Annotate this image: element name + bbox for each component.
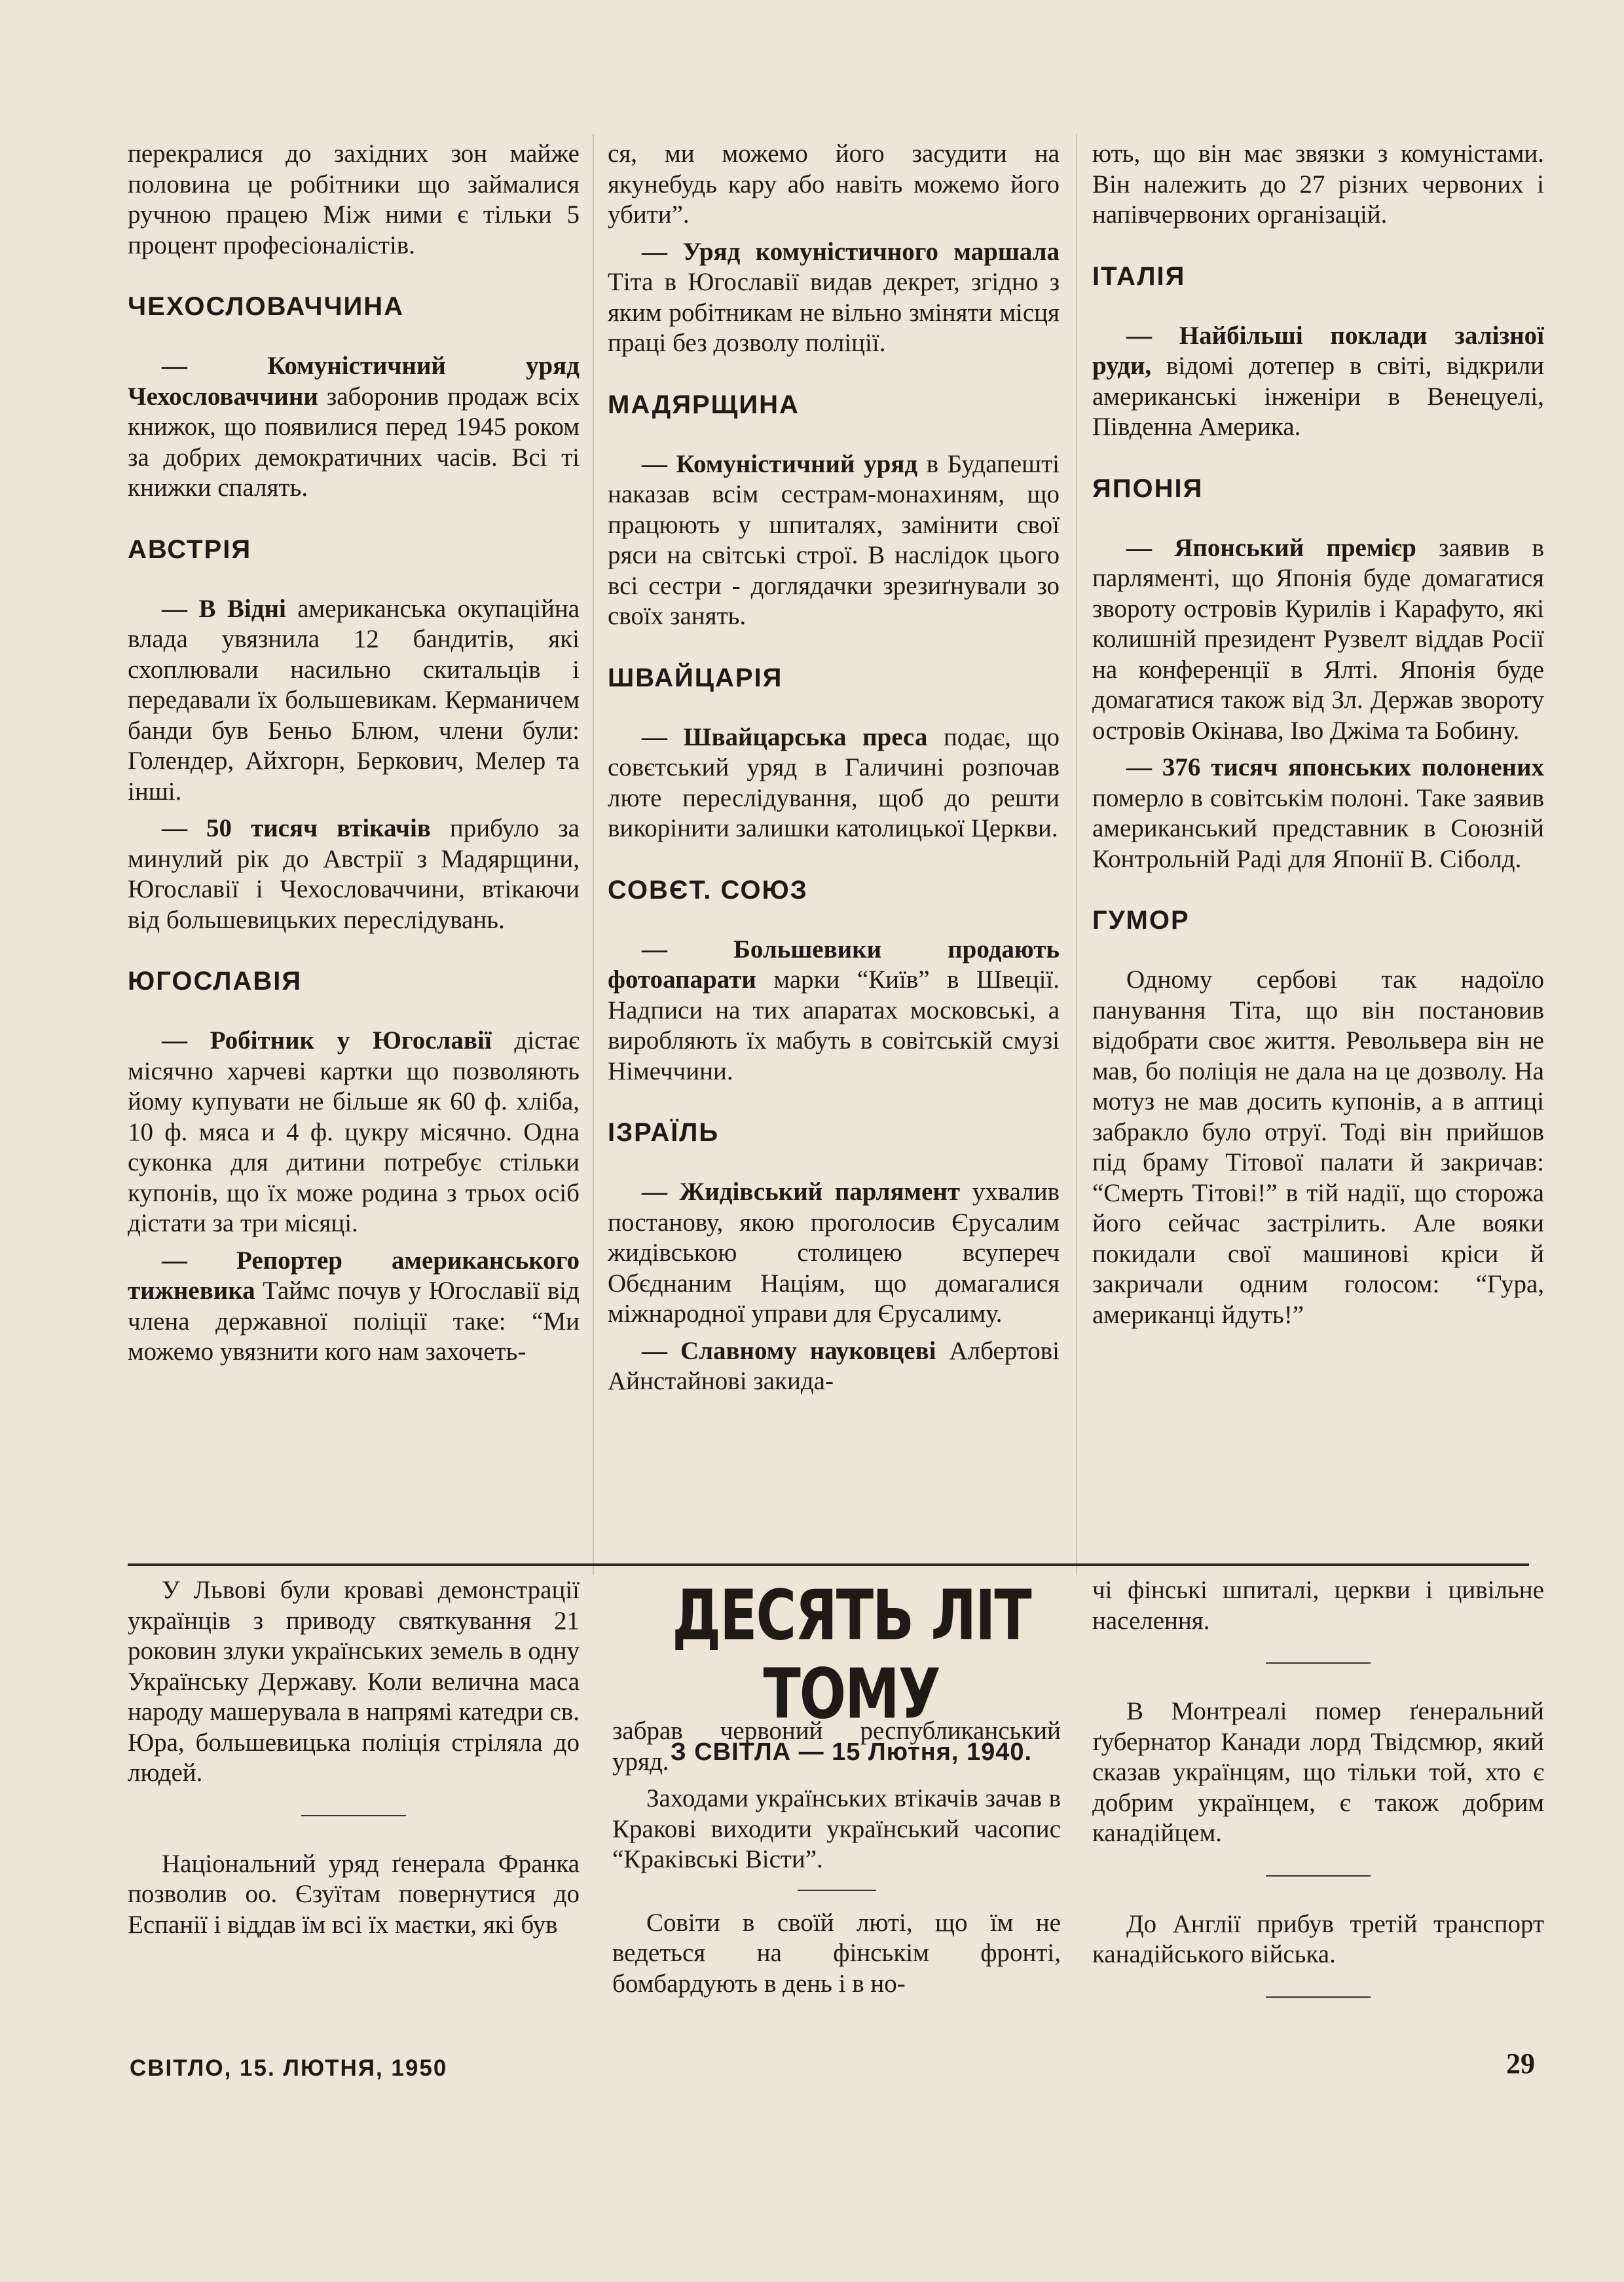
separator-line — [798, 1890, 876, 1891]
separator-line — [301, 1815, 406, 1816]
section-heading-japan: ЯПОНІЯ — [1092, 474, 1204, 503]
lead-text: — Жидівський парлямент — [642, 1178, 961, 1206]
body-text: Тіта в Югославії видав декрет, згідно з яким робітникам не вільно зміняти місця праці без дозволу поліції. — [608, 268, 1060, 357]
body-text: марки “Київ” в Швеції. Надписи на тих апаратах московські, а виробляють їх мабуть в совітській смузі Німеччини. — [608, 965, 1060, 1085]
lead-text: — Робітник у Югославії — [162, 1026, 492, 1055]
body-text: Албертові Айнстайнові закида- — [608, 1336, 1060, 1395]
article-paragraph — [608, 449, 1060, 632]
lead-text: — Найбільші поклади залізної руди, — [1092, 321, 1544, 380]
article-paragraph: Совіти в своїй люті, що їм не ведеться на фінськім фронті, бомбардують в день і в но- — [612, 1908, 1061, 1998]
body-text: дістає місячно харчеві картки що позволяють йому купувати не більше як 60 ф. хліба, 10 ф. мяса и 4 ф. цукру місячно. Одна суконка для дитини потребує стільки купонів, що їх може родина з трьох осіб дістати за три місяці. — [128, 1026, 580, 1237]
section-heading-humor: ГУМОР — [1092, 906, 1190, 935]
article-paragraph — [128, 1246, 580, 1368]
column-3 — [1092, 139, 1544, 1330]
article-paragraph: Національний уряд ґенерала Франка позволив оо. Єзуїтам повернутися до Еспанії і віддав їм всі їх маєтки, які був — [128, 1849, 580, 1939]
body-text: заборонив продаж всіх книжок, що появилися перед 1945 роком за добрих демократичних часів. Всі ті книжки спалять. — [128, 382, 580, 502]
lead-text: — В Відні — [162, 594, 286, 623]
column-1 — [128, 139, 580, 1368]
lead-text: — Комуністичний уряд Чехословаччини — [128, 352, 580, 411]
lead-text: — Большевики продають фотоапарати — [608, 935, 1060, 994]
bottom-column-1 — [128, 1575, 580, 1940]
section-divider — [128, 1563, 1529, 1566]
bottom-column-3 — [1092, 1575, 1544, 2030]
article-paragraph — [608, 935, 1060, 1087]
article-paragraph: забрав червоний республиканський уряд. — [612, 1717, 1061, 1776]
lead-text: — 50 тисяч втікачів — [162, 814, 431, 842]
article-paragraph — [608, 237, 1060, 359]
article-paragraph — [128, 1026, 580, 1239]
article-paragraph: Заходами українських втікачів зачав в Кракові виходити український часопис “Краківські Вісти”. — [612, 1784, 1061, 1873]
section-heading-yugoslavia: ЮГОСЛАВІЯ — [128, 967, 303, 996]
article-paragraph: У Львові були кроваві демонстрації українців з приводу святкування 21 роковин злуки українських земель в одну Українську Державу. Коли велична маса народу машерувала в напрямі катедри св. Юра, большевицька поліція стріляла до людей. — [128, 1576, 580, 1787]
article-paragraph: ють, що він має звязки з комуністами. Він належить до 27 різних червоних і напівчервоних організацій. — [1092, 140, 1544, 229]
article-paragraph: Одному сербові так надоїло панування Тіта, що він постановив відобрати своє життя. Револьвера він не мав, бо поліція не дала на це дозволу. На мотуз не мав досить купонів, а в аптиці забракло було отруї. Тоді він прийшов під браму Тітової палати й закричав: “Смерть Тітові!” в тій надії, що сторожа його сейчас застрілить. Але вояки покидали свої машинові кріси й закричали одним голосом: “Гура, американці йдуть!” — [1092, 965, 1544, 1329]
column-divider — [1076, 134, 1077, 1575]
page-number: 29 — [1506, 2048, 1535, 2080]
separator-line — [1266, 1996, 1371, 1998]
column-2 — [608, 139, 1060, 1397]
article-paragraph: чі фінські шпиталі, церкви і цивільне населення. — [1092, 1576, 1544, 1635]
section-heading-italy: ІТАЛІЯ — [1092, 261, 1186, 291]
body-text: ухвалив постанову, якою проголосив Єрусалим жидівською столицею всупереч Обєднаним Націям, що домагалися міжнародної управи для Єрусалиму. — [608, 1178, 1060, 1328]
section-heading-hungary: МАДЯРЩИНА — [608, 390, 800, 419]
article-paragraph — [1092, 533, 1544, 747]
body-text: в Будапешті наказав всім сестрам-монахиням, що працюють у шпиталях, замінити свої ряси на світські строї. В наслідок цього всі сестри - доглядачки зрезиґнували зо своїх занять. — [608, 449, 1060, 630]
lead-text: — Репортер американського тижневика — [128, 1246, 580, 1305]
body-text: прибуло за минулий рік до Австрії з Мадярщини, Югославії і Чехословаччини, втікаючи від большевицьких переслідувань. — [128, 814, 580, 934]
section-heading-israel: ІЗРАЇЛЬ — [608, 1118, 720, 1147]
article-paragraph — [1092, 753, 1544, 874]
section-heading-ussr: СОВЄТ. СОЮЗ — [608, 875, 808, 905]
article-paragraph: До Англії прибув третій транспорт канадійського війська. — [1092, 1909, 1544, 1968]
article-paragraph — [1092, 321, 1544, 443]
article-paragraph — [128, 594, 580, 808]
column-divider — [593, 134, 594, 1575]
section-heading-austria: АВСТРІЯ — [128, 534, 252, 564]
article-paragraph — [608, 1177, 1060, 1330]
body-text: американська окупаційна влада увязнила 12 бандитів, які схоплювали насильно скитальців і передавали їх большевикам. Керманичем банди був Беньо Блюм, члени були: Голендер, Айхгорн, Беркович, Мелер та інші. — [128, 594, 580, 806]
body-text: відомі дотепер в світі, відкрили американські інженіри в Венецуелі, Південна Америка. — [1092, 352, 1544, 441]
lead-text: — Славному науковцеві — [642, 1336, 936, 1365]
lead-text: — Уряд комуністичного маршала — [642, 237, 1060, 266]
article-paragraph — [128, 814, 580, 935]
footer-publication-date: СВІТЛО, 15. ЛЮТНЯ, 1950 — [130, 2055, 448, 2081]
body-text: подає, що совєтський уряд в Галичині розпочав люте переслідування, щоб до решти викорінити залишки католицької Церкви. — [608, 722, 1060, 842]
body-text: заявив в парляменті, що Японія буде домагатися звороту островів Курилів і Карафуто, які колишній президент Рузвелт віддав Росії на конференції в Ялті. Японія буде домагатися також від Зл. Держав звороту островів Окінава, Іво Джіма та Бобину. — [1092, 533, 1544, 745]
lead-text: — Швайцарська преса — [642, 722, 928, 751]
banner-subtitle: З СВІТЛА — 15 Лютня, 1940. — [670, 1738, 1033, 1766]
article-paragraph: перекралися до західних зон майже половина це робітники що займалися ручною працею Між ними є тільки 5 процент професіоналістів. — [128, 140, 580, 259]
article-paragraph — [128, 351, 580, 504]
banner-title: ДЕСЯТЬ ЛІТ ТОМУ — [672, 1575, 1031, 1734]
section-heading-czechoslovakia: ЧЕХОСЛОВАЧЧИНА — [128, 292, 405, 321]
bottom-column-2 — [612, 1716, 1061, 1999]
lead-text: — 376 тисяч японських полонених — [1126, 753, 1544, 781]
article-paragraph — [608, 1336, 1060, 1397]
article-paragraph: В Монтреалі помер ґенеральний ґубернатор Канади лорд Твідсмюр, який сказав українцям, що тільки той, хто є добрим українцем, є також добрим канадійцем. — [1092, 1697, 1544, 1847]
body-text: померло в совітськім полоні. Таке заявив американський представник в Союзній Контрольній Раді для Японії В. Сіболд. — [1092, 783, 1544, 873]
body-text: Таймс почув у Югославії від члена державної поліції таке: “Ми можемо увязнити кого нам захочеть- — [128, 1277, 580, 1366]
section-heading-switzerland: ШВАЙЦАРІЯ — [608, 663, 783, 692]
separator-line — [1266, 1875, 1371, 1877]
article-paragraph: ся, ми можемо його засудити на якунебудь кару або навіть можемо його убити”. — [608, 140, 1060, 229]
separator-line — [1266, 1662, 1371, 1664]
lead-text: — Комуністичний уряд — [642, 449, 918, 478]
lead-text: — Японський премієр — [1126, 533, 1416, 562]
article-paragraph — [608, 722, 1060, 844]
